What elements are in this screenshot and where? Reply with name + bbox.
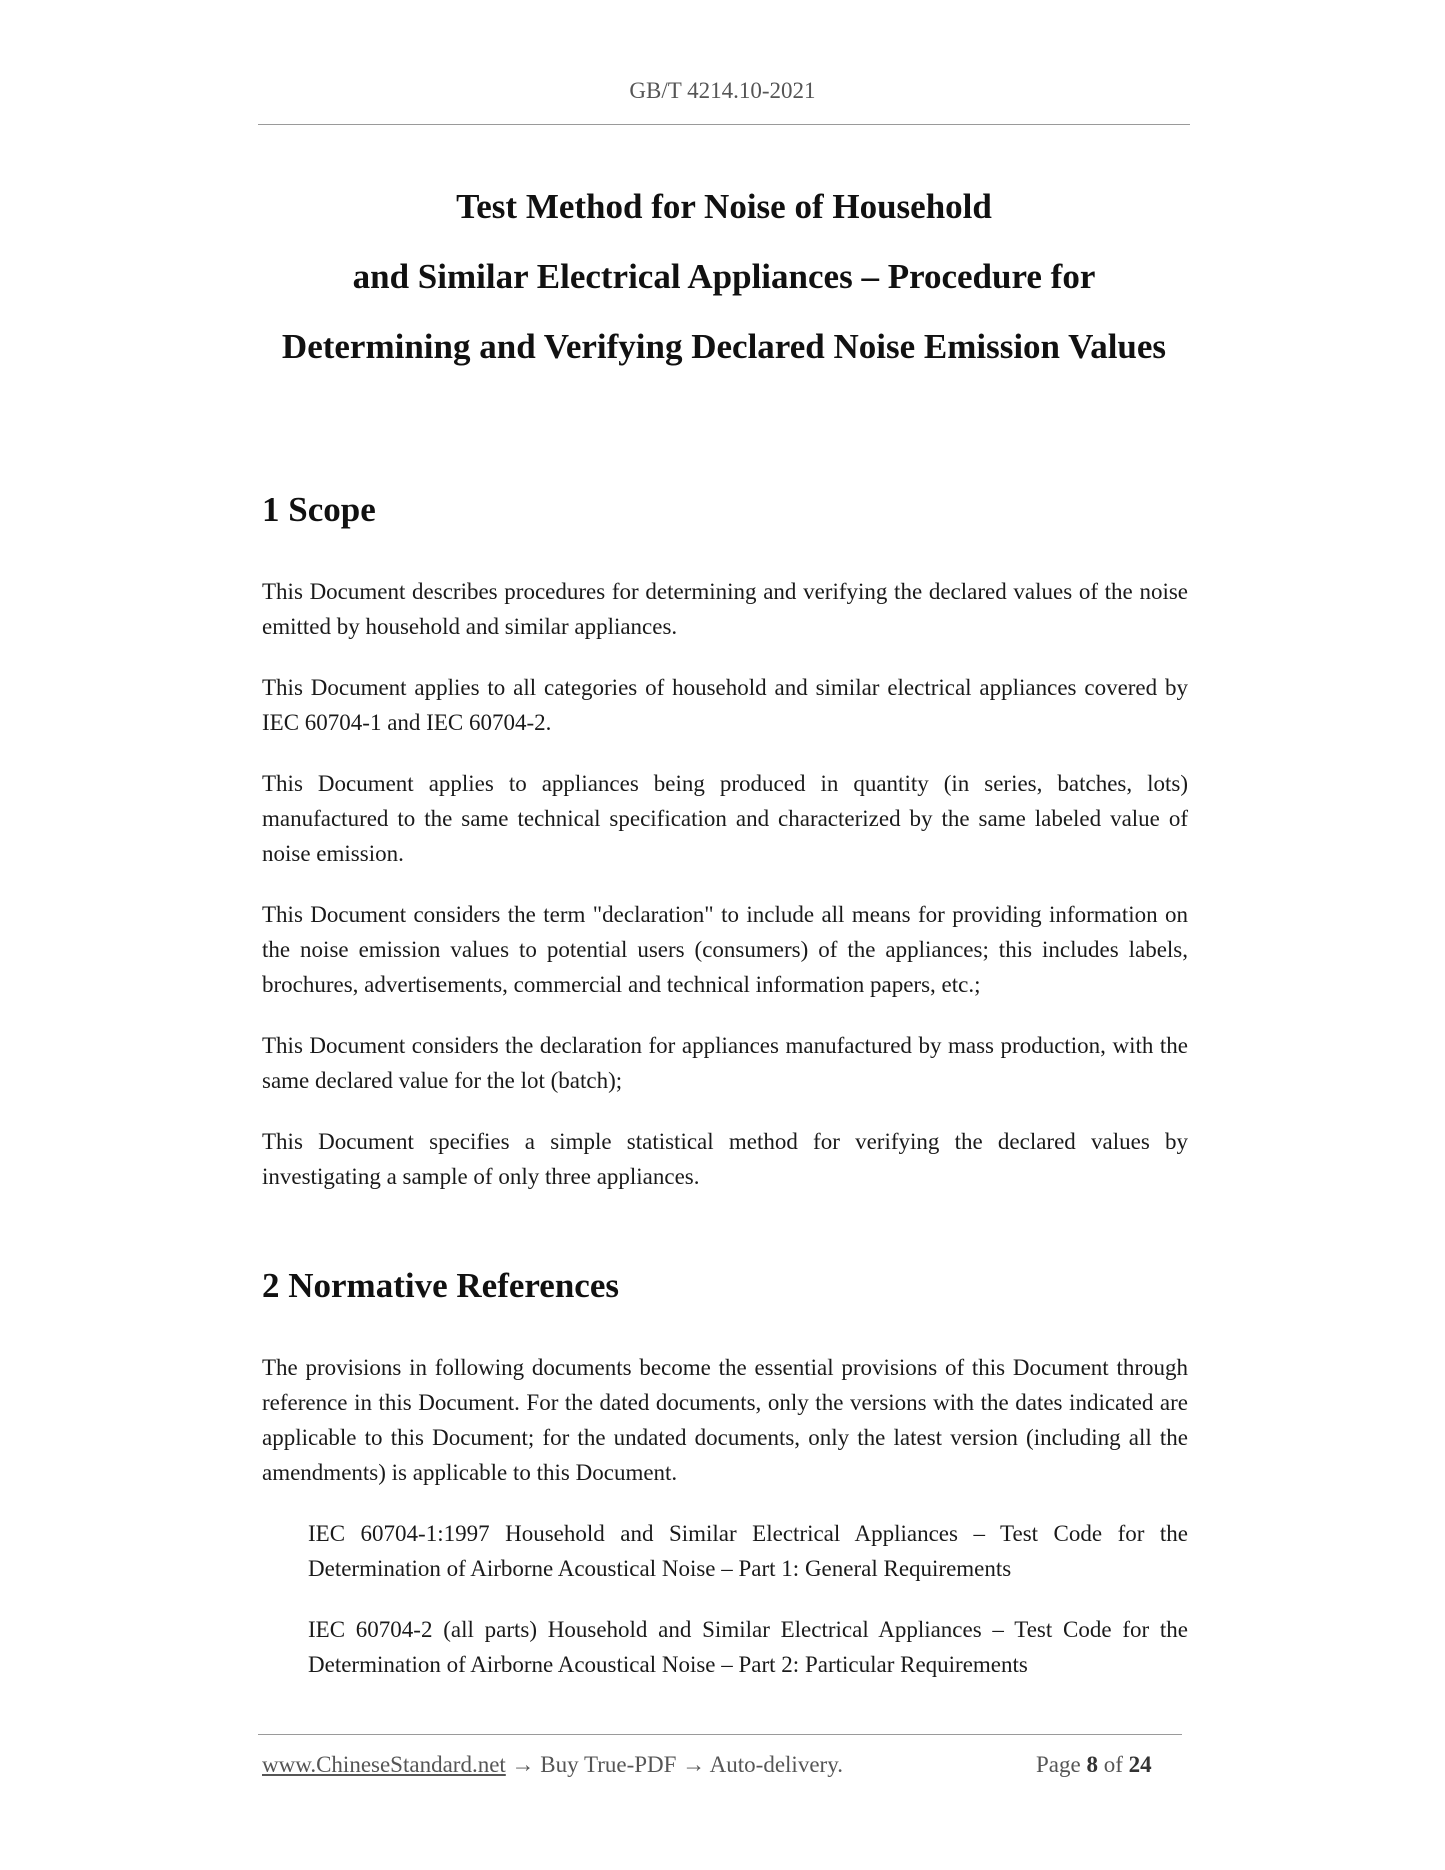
footer-promo: [262, 1752, 843, 1778]
title-line-2: and Similar Electrical Appliances – Procedure for: [352, 257, 1096, 296]
page-label: Page: [1036, 1752, 1081, 1777]
arrow-right-icon: →: [682, 1752, 706, 1777]
section-heading-normative-references: 2 Normative References: [262, 1266, 619, 1305]
document-body: [262, 486, 1188, 1708]
header-divider: [258, 124, 1190, 125]
title-line-3: Determining and Verifying Declared Noise Emission Values: [281, 327, 1167, 366]
page-of-label: of: [1103, 1752, 1123, 1777]
references-intro-paragraph: The provisions in following documents become the essential provisions of this Document through reference in this Document. For the dated documents, only the versions with the dates indicated are applicable to this Document; for the undated documents, only the latest version (including all the amendments) is applicable to this Document.: [262, 1355, 1188, 1485]
scope-paragraph: This Document specifies a simple statistical method for verifying the declared values by investigating a sample of only three appliances.: [262, 1129, 1188, 1189]
scope-paragraph: This Document describes procedures for determining and verifying the declared values of the noise emitted by household and similar appliances.: [262, 579, 1188, 639]
document-code-header: GB/T 4214.10-2021: [629, 78, 816, 103]
document-title: [258, 172, 1190, 382]
current-page: 8: [1086, 1752, 1098, 1777]
title-line-1: Test Method for Noise of Household: [456, 187, 992, 226]
section-heading-scope: 1 Scope: [262, 490, 376, 529]
buy-true-pdf-text: Buy True-PDF: [540, 1752, 677, 1777]
total-pages: 24: [1128, 1752, 1152, 1777]
reference-item: IEC 60704-1:1997 Household and Similar Electrical Appliances – Test Code for the Determination of Airborne Acoustical Noise – Part 1: General Requirements: [308, 1521, 1188, 1581]
scope-paragraph: This Document considers the term "declaration" to include all means for providing information on the noise emission values to potential users (consumers) of the appliances; this includes labels, brochures, advertisements, commercial and technical information papers, etc.;: [262, 902, 1188, 997]
page-number: [1036, 1752, 1152, 1778]
scope-paragraph: This Document applies to appliances being produced in quantity (in series, batches, lots) manufactured to the same technical specification and characterized by the same labeled value of noise emission.: [262, 771, 1188, 866]
auto-delivery-text: Auto-delivery.: [709, 1752, 843, 1777]
footer-divider: [258, 1734, 1182, 1735]
website-link[interactable]: www.ChineseStandard.net: [262, 1752, 506, 1777]
reference-item: IEC 60704-2 (all parts) Household and Similar Electrical Appliances – Test Code for the Determination of Airborne Acoustical Noise – Part 2: Particular Requirements: [308, 1617, 1188, 1677]
arrow-right-icon: →: [511, 1752, 535, 1777]
scope-paragraph: This Document considers the declaration for appliances manufactured by mass production, with the same declared value for the lot (batch);: [262, 1033, 1188, 1093]
scope-paragraph: This Document applies to all categories of household and similar electrical appliances covered by IEC 60704-1 and IEC 60704-2.: [262, 675, 1188, 735]
